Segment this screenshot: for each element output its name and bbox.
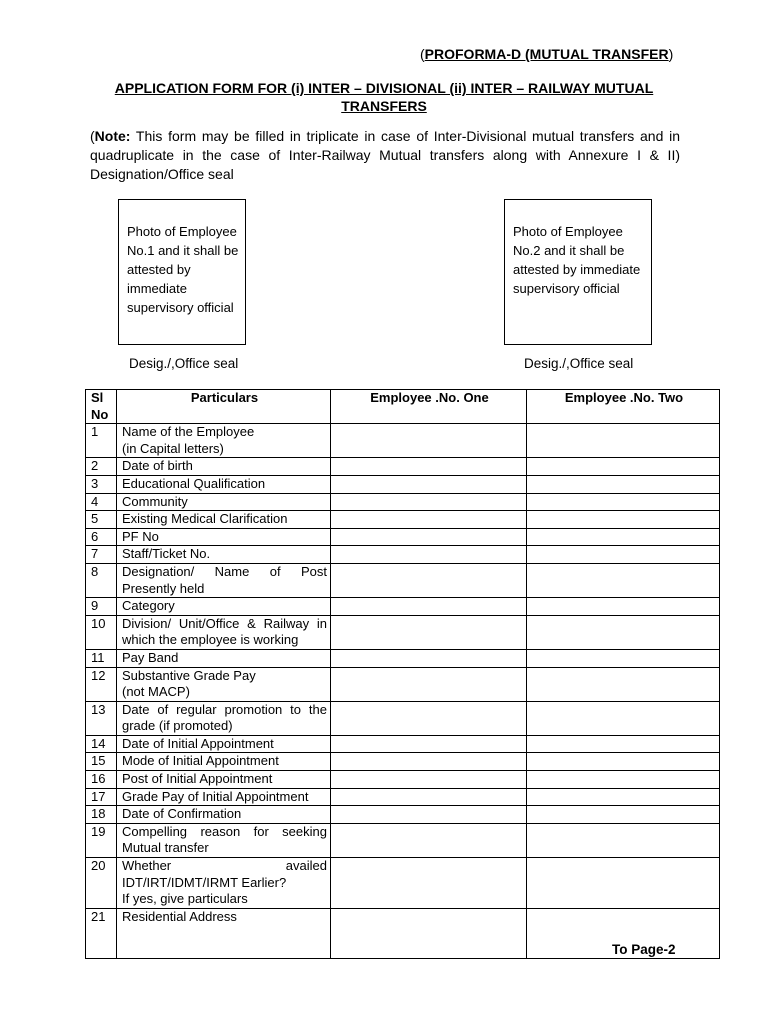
note-label: Note: bbox=[94, 128, 131, 144]
table-row bbox=[86, 806, 720, 824]
employee-two-field[interactable] bbox=[527, 788, 720, 806]
row-particular bbox=[117, 701, 331, 735]
employee-two-field[interactable] bbox=[527, 546, 720, 564]
seal-label-employee-1: Desig./,Office seal bbox=[129, 356, 239, 371]
particular-text: Substantive Grade Pay bbox=[122, 667, 256, 683]
table-row bbox=[86, 788, 720, 806]
row-particular bbox=[117, 735, 331, 753]
employee-one-field[interactable] bbox=[331, 753, 527, 771]
employee-two-field[interactable] bbox=[527, 458, 720, 476]
row-particular bbox=[117, 908, 331, 958]
employee-one-field[interactable] bbox=[331, 615, 527, 649]
employee-two-field[interactable] bbox=[527, 735, 720, 753]
row-number: 17 bbox=[86, 788, 117, 806]
employee-one-field[interactable] bbox=[331, 649, 527, 667]
employee-one-field[interactable] bbox=[331, 493, 527, 511]
particular-text: Educational Qualification bbox=[122, 475, 266, 491]
particular-text: Date of birth bbox=[122, 458, 193, 474]
row-particular bbox=[117, 424, 331, 458]
row-particular bbox=[117, 788, 331, 806]
row-particular bbox=[117, 771, 331, 789]
table-header-row bbox=[86, 390, 720, 424]
row-particular bbox=[117, 493, 331, 511]
employee-one-field[interactable] bbox=[331, 511, 527, 529]
particular-text: Whether availed IDT/IRT/IDMT/IRMT Earlier? bbox=[122, 858, 327, 890]
row-particular bbox=[117, 475, 331, 493]
particular-text: Name of the Employee bbox=[122, 424, 255, 440]
particular-text: Compelling reason for seeking Mutual transfer bbox=[122, 823, 327, 856]
particular-text: Date of Confirmation bbox=[122, 806, 242, 822]
row-number: 4 bbox=[86, 493, 117, 511]
row-number: 3 bbox=[86, 475, 117, 493]
employee-two-field[interactable] bbox=[527, 667, 720, 701]
row-particular bbox=[117, 753, 331, 771]
employee-two-field[interactable] bbox=[527, 563, 720, 597]
table-row bbox=[86, 546, 720, 564]
to-page-label: To Page-2 bbox=[612, 942, 676, 957]
row-number: 19 bbox=[86, 823, 117, 857]
employee-one-field[interactable] bbox=[331, 806, 527, 824]
table-row bbox=[86, 528, 720, 546]
employee-one-field[interactable] bbox=[331, 458, 527, 476]
employee-two-field[interactable] bbox=[527, 424, 720, 458]
employee-one-field[interactable] bbox=[331, 771, 527, 789]
employee-two-field[interactable] bbox=[527, 806, 720, 824]
employee-two-field[interactable] bbox=[527, 493, 720, 511]
table-row bbox=[86, 667, 720, 701]
row-number: 21 bbox=[86, 908, 117, 958]
employee-one-field[interactable] bbox=[331, 908, 527, 958]
row-particular bbox=[117, 598, 331, 616]
row-number: 16 bbox=[86, 771, 117, 789]
photo-box-employee-2: Photo of Employee No.2 and it shall be attested by immediate supervisory official bbox=[504, 199, 652, 345]
particular-text: If yes, give particulars bbox=[122, 891, 248, 907]
particular-text: Post of Initial Appointment bbox=[122, 771, 273, 787]
row-particular bbox=[117, 511, 331, 529]
employee-one-field[interactable] bbox=[331, 528, 527, 546]
proforma-close-bracket: ) bbox=[668, 46, 674, 62]
row-number: 20 bbox=[86, 858, 117, 909]
row-number: 10 bbox=[86, 615, 117, 649]
row-number: 1 bbox=[86, 424, 117, 458]
particulars-table bbox=[85, 389, 720, 959]
table-row bbox=[86, 771, 720, 789]
proforma-label bbox=[420, 46, 673, 62]
photo-box-employee-1: Photo of Employee No.1 and it shall be attested by immediate supervisory official bbox=[118, 199, 246, 345]
employee-two-field[interactable] bbox=[527, 615, 720, 649]
table-row bbox=[86, 615, 720, 649]
employee-one-field[interactable] bbox=[331, 788, 527, 806]
proforma-text: PROFORMA-D (MUTUAL TRANSFER bbox=[424, 46, 669, 62]
particular-text: Existing Medical Clarification bbox=[122, 511, 288, 527]
employee-two-field[interactable] bbox=[527, 771, 720, 789]
form-title: APPLICATION FORM FOR (i) INTER – DIVISIONAL (ii) INTER – RAILWAY MUTUAL TRANSFERS bbox=[114, 80, 654, 114]
employee-one-field[interactable] bbox=[331, 546, 527, 564]
employee-two-field[interactable] bbox=[527, 701, 720, 735]
employee-one-field[interactable] bbox=[331, 424, 527, 458]
particular-text: Category bbox=[122, 598, 175, 614]
table-row bbox=[86, 701, 720, 735]
employee-one-field[interactable] bbox=[331, 701, 527, 735]
row-particular bbox=[117, 563, 331, 597]
employee-two-field[interactable] bbox=[527, 528, 720, 546]
table-row bbox=[86, 823, 720, 857]
table-row bbox=[86, 424, 720, 458]
header-particulars: Particulars bbox=[117, 390, 331, 424]
row-number: 14 bbox=[86, 735, 117, 753]
table-row bbox=[86, 753, 720, 771]
row-number: 2 bbox=[86, 458, 117, 476]
note-open-bracket: ( bbox=[90, 128, 95, 144]
particular-text: (in Capital letters) bbox=[122, 440, 224, 456]
table-row bbox=[86, 493, 720, 511]
employee-two-field[interactable] bbox=[527, 649, 720, 667]
employee-one-field[interactable] bbox=[331, 667, 527, 701]
employee-two-field[interactable] bbox=[527, 475, 720, 493]
employee-one-field[interactable] bbox=[331, 823, 527, 857]
row-particular bbox=[117, 858, 331, 909]
row-particular bbox=[117, 546, 331, 564]
particular-text: Date of Initial Appointment bbox=[122, 735, 274, 751]
note-paragraph bbox=[90, 127, 680, 184]
row-number: 7 bbox=[86, 546, 117, 564]
proforma-open-bracket: ( bbox=[420, 46, 425, 62]
row-particular bbox=[117, 823, 331, 857]
particular-text: Division/ Unit/Office & Railway in which the employee is working bbox=[122, 615, 327, 648]
row-particular bbox=[117, 458, 331, 476]
table-row bbox=[86, 563, 720, 597]
row-number: 9 bbox=[86, 598, 117, 616]
row-number: 18 bbox=[86, 806, 117, 824]
row-number: 15 bbox=[86, 753, 117, 771]
row-particular bbox=[117, 667, 331, 701]
particular-text: Mode of Initial Appointment bbox=[122, 753, 279, 769]
employee-one-field[interactable] bbox=[331, 735, 527, 753]
particular-text: Pay Band bbox=[122, 649, 179, 665]
seal-label-employee-2: Desig./,Office seal bbox=[524, 356, 634, 371]
header-sl-no: Sl No bbox=[86, 390, 117, 424]
employee-one-field[interactable] bbox=[331, 475, 527, 493]
row-number: 13 bbox=[86, 701, 117, 735]
row-particular bbox=[117, 649, 331, 667]
employee-two-field[interactable] bbox=[527, 753, 720, 771]
particular-text: Staff/Ticket No. bbox=[122, 546, 211, 562]
table-row bbox=[86, 858, 720, 909]
employee-two-field[interactable] bbox=[527, 511, 720, 529]
particular-text: Grade Pay of Initial Appointment bbox=[122, 788, 309, 804]
table-row bbox=[86, 511, 720, 529]
header-employee-two: Employee .No. Two bbox=[527, 390, 720, 424]
row-number: 8 bbox=[86, 563, 117, 597]
particular-text: Designation/ Name of Post Presently held bbox=[122, 563, 327, 596]
particular-text: (not MACP) bbox=[122, 684, 190, 700]
particular-text: Community bbox=[122, 493, 188, 509]
employee-two-field[interactable] bbox=[527, 598, 720, 616]
header-employee-one: Employee .No. One bbox=[331, 390, 527, 424]
row-number: 11 bbox=[86, 649, 117, 667]
employee-two-field[interactable] bbox=[527, 823, 720, 857]
row-number: 12 bbox=[86, 667, 117, 701]
table-row bbox=[86, 735, 720, 753]
particular-text: Residential Address bbox=[122, 908, 237, 924]
particular-text: PF No bbox=[122, 528, 159, 544]
note-text: This form may be filled in triplicate in case of Inter-Divisional mutual transfers and in quadruplicate in the case of Inter-Railway Mutual transfers along with Annexure I & II) Designation/Office seal bbox=[90, 128, 680, 182]
row-particular bbox=[117, 528, 331, 546]
row-particular bbox=[117, 615, 331, 649]
row-particular bbox=[117, 806, 331, 824]
table-row bbox=[86, 475, 720, 493]
employee-one-field[interactable] bbox=[331, 598, 527, 616]
employee-one-field[interactable] bbox=[331, 858, 527, 909]
employee-one-field[interactable] bbox=[331, 563, 527, 597]
employee-two-field[interactable] bbox=[527, 858, 720, 909]
particular-text: Date of regular promotion to the grade (if promoted) bbox=[122, 701, 327, 734]
table-row bbox=[86, 458, 720, 476]
row-number: 6 bbox=[86, 528, 117, 546]
row-number: 5 bbox=[86, 511, 117, 529]
table-row bbox=[86, 649, 720, 667]
table-row bbox=[86, 598, 720, 616]
